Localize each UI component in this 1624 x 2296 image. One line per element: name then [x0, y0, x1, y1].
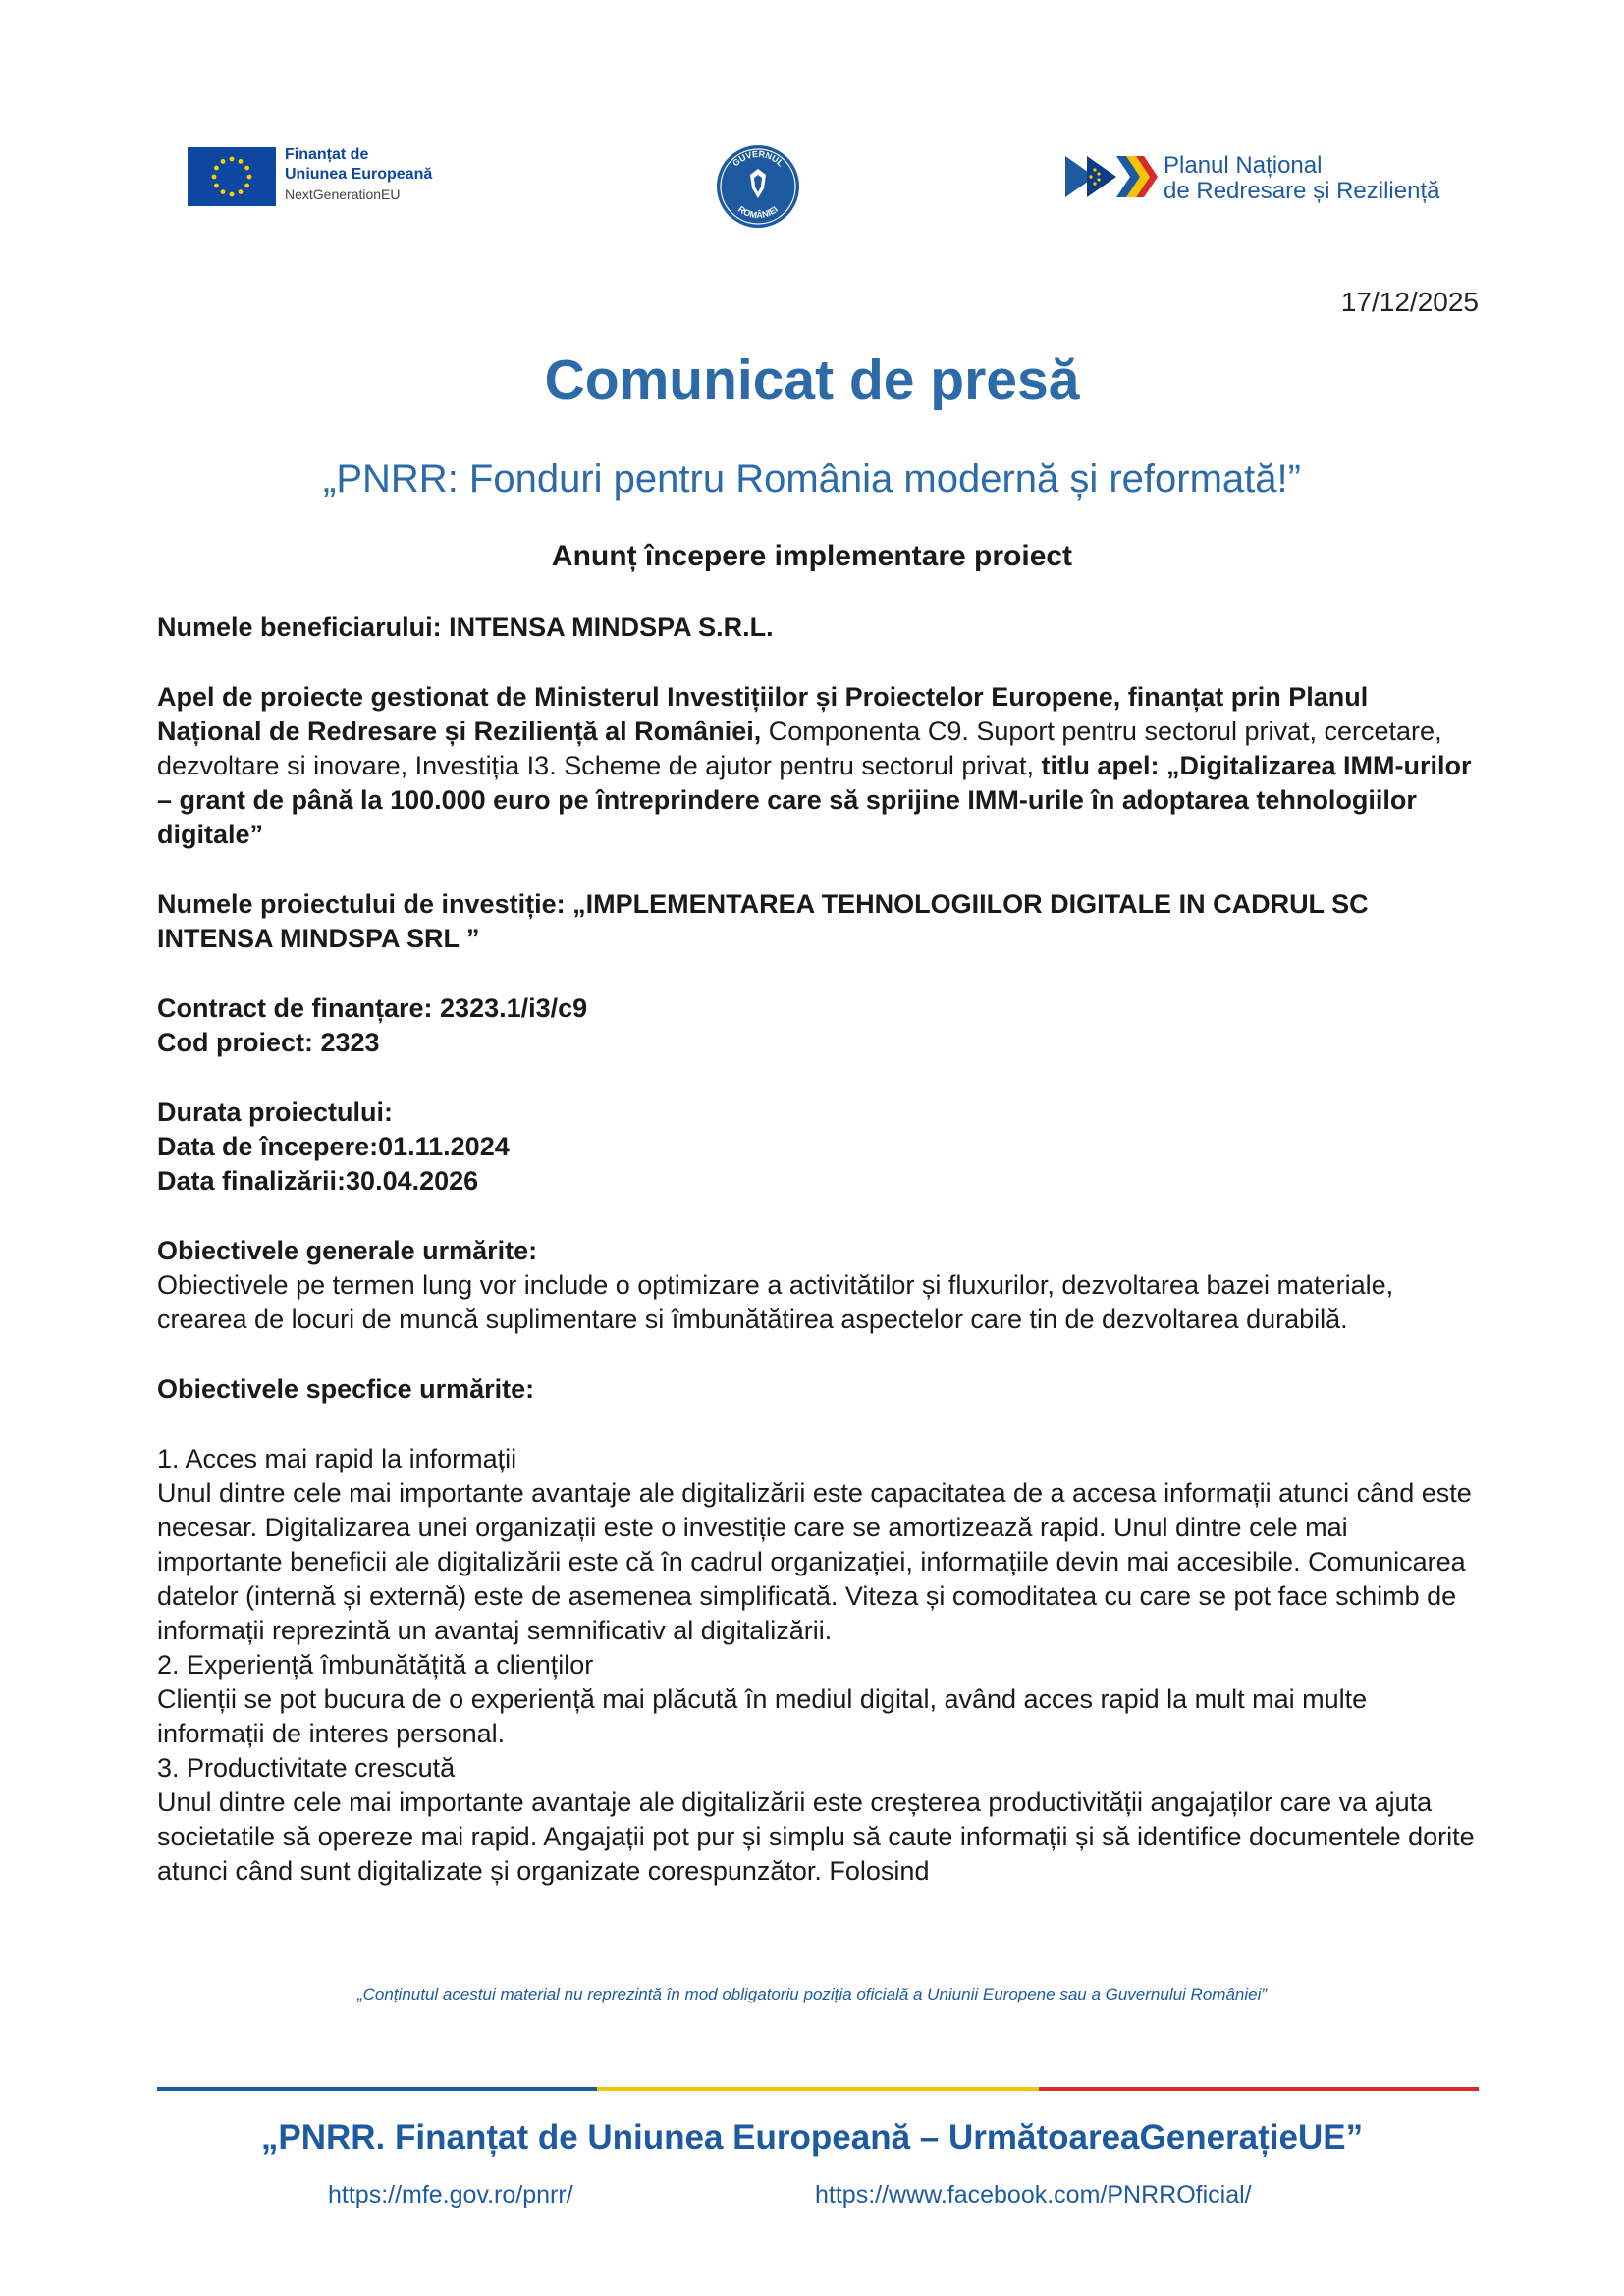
seal-text-top: GUVERNUL [731, 148, 785, 169]
page-title: Comunicat de presă [544, 348, 1080, 411]
project-name-line: Numele proiectului de investiție: „IMPLEMENTAREA TEHNOLOGIILOR DIGITALE IN CADRUL SC INTENSA MINDSPA SRL ” [157, 889, 1369, 953]
pnrr-logo-line1: Planul Național [1164, 152, 1323, 179]
announcement-heading: Anunț începere implementare proiect [551, 540, 1073, 572]
call-paragraph [157, 680, 1478, 852]
call-normal-text: Componenta C9. Suport pentru sectorul privat, cercetare, dezvoltare si inovare, Investiția I3. Scheme de ajutor pentru sectorul privat, [157, 717, 1442, 780]
page-subtitle: „PNRR: Fonduri pentru România modernă și reformată!” [323, 457, 1301, 501]
eu-logo-line1: Finanțat de [285, 146, 369, 163]
end-date-line: Data finalizării:30.04.2026 [157, 1166, 479, 1196]
start-date-line: Data de începere:01.11.2024 [157, 1132, 510, 1161]
pnrr-arrows-icon [1065, 152, 1160, 201]
document-date: 17/12/2025 [1340, 287, 1479, 317]
objective-2-text: Clienții se pot bucura de o experiență mai plăcută în mediul digital, având acces rapid la mult mai multe informații de interes personal. [157, 1684, 1368, 1748]
specific-objectives-label: Obiectivele specfice urmărite: [157, 1374, 535, 1404]
beneficiary-line: Numele beneficiarului: INTENSA MINDSPA S.R.L. [157, 613, 774, 642]
general-objectives-label: Obiectivele generale urmărite: [157, 1236, 538, 1265]
eu-logo-text [285, 145, 432, 204]
facebook-pnrr-link[interactable]: https://www.facebook.com/PNRROficial/ [815, 2181, 1252, 2209]
footer-rule-yellow [597, 2087, 1039, 2091]
document-body [157, 611, 1478, 1889]
disclaimer-text: „Conținutul acestui material nu reprezintă în mod obligatoriu poziția oficială a Uniunii Europene sau a Guvernului României” [356, 1985, 1268, 2003]
eu-logo-line3: NextGenerationEU [285, 187, 401, 202]
objective-1-title: 1. Acces mai rapid la informații [157, 1444, 517, 1473]
duration-label: Durata proiectului: [157, 1097, 394, 1127]
footer-rule-blue [157, 2087, 597, 2091]
eu-logo-line2: Uniunea Europeană [285, 166, 433, 183]
footer-slogan: „PNRR. Finanțat de Uniunea Europeană – UrmătoareaGenerațieUE” [260, 2118, 1364, 2157]
coat-of-arms-icon [715, 143, 801, 230]
objective-3-text: Unul dintre cele mai importante avantaje ale digitalizării este creșterea productivității angajaților care va ajuta societatile să opereze mai rapid. Angajații pot pur și simplu să caute informații și să identifice documentele dorite atunci când sunt digitalizate și organizate corespunzător. Folosind [157, 1788, 1475, 1886]
mfe-pnrr-link[interactable]: https://mfe.gov.ro/pnrr/ [328, 2181, 573, 2209]
pnrr-logo-text [1164, 153, 1439, 204]
pnrr-logo [1065, 152, 1160, 201]
seal-text-bottom: ROMÂNIEI [736, 203, 780, 221]
call-title-text: titlu apel: „Digitalizarea IMM-urilor – grant de până la 100.000 euro pe întreprindere care să sprijine IMM-urile în adoptarea tehnologiilor digitale” [157, 751, 1472, 849]
eu-stars-icon [188, 147, 276, 206]
government-seal-logo [715, 143, 801, 230]
project-code-line: Cod proiect: 2323 [157, 1028, 380, 1057]
objective-3-title: 3. Productivitate crescută [157, 1753, 456, 1783]
general-objectives-text: Obiectivele pe termen lung vor include o optimizare a activitătilor și fluxurilor, dezvoltarea bazei materiale, crearea de locuri de muncă suplimentare si îmbunătătirea aspectelor care tin de dezvoltarea durabilă. [157, 1270, 1394, 1334]
call-bold-text: Apel de proiecte gestionat de Ministerul Investițiilor și Proiectelor Europene, finanțat prin Planul Național de Redresare și Reziliență al României, [157, 682, 1369, 746]
objective-1-text: Unul dintre cele mai importante avantaje ale digitalizării este capacitatea de a accesa informații atunci când este necesar. Digitalizarea unei organizații este o investiție care se amortizează rapid. Unul dintre cele mai importante beneficii ale digitalizării este că în cadrul organizației, informațiile devin mai accesibile. Comunicarea datelor (internă și externă) este de asemenea simplificată. Viteza și comoditatea cu care se pot face schimb de informații reprezintă un avantaj semnificativ al digitalizării. [157, 1478, 1472, 1645]
objective-2-title: 2. Experiență îmbunătățită a clienților [157, 1650, 594, 1680]
footer-rule-red [1039, 2087, 1479, 2091]
eu-flag-logo [188, 147, 276, 206]
contract-line: Contract de finanțare: 2323.1/i3/c9 [157, 993, 588, 1023]
pnrr-logo-line2: de Redresare și Reziliență [1164, 178, 1440, 204]
